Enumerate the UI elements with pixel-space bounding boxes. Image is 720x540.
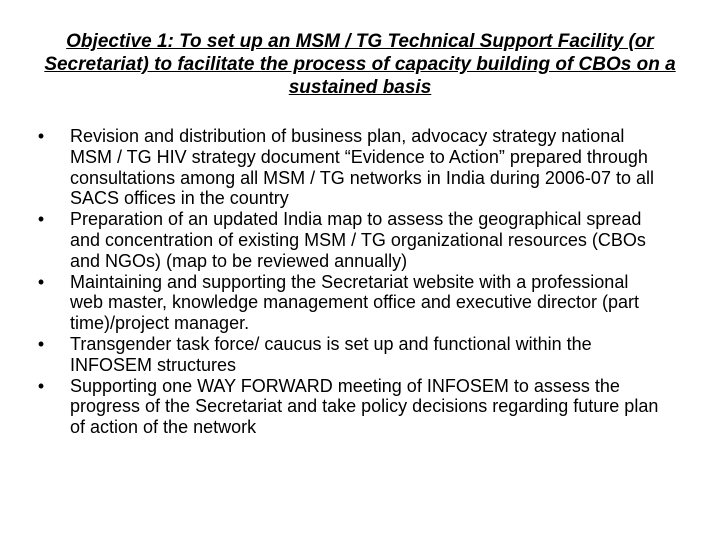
bullet-icon: • [37, 271, 45, 292]
slide-title: Objective 1: To set up an MSM / TG Technical Support Facility (or Secretariat) to facilitate the process of capacity building of CBOs on a sustained basis [44, 31, 676, 98]
bullet-text: Revision and distribution of business plan, advocacy strategy national MSM / TG HIV strategy document “Evidence to Action” prepared through consultations among all MSM / TG networks in India during 2006-07 to all SACS offices in the country [70, 126, 654, 209]
bullet-item [30, 126, 666, 209]
bullet-text: Maintaining and supporting the Secretariat website with a professional web master, knowledge management office and executive director (part time)/project manager. [70, 271, 639, 334]
bullet-text: Preparation of an updated India map to assess the geographical spread and concentration of existing MSM / TG organizational resources (CBOs and NGOs) (map to be reviewed annually) [70, 209, 646, 271]
bullet-icon: • [37, 126, 45, 146]
bullet-item [30, 376, 666, 438]
bullet-icon: • [37, 333, 45, 354]
bullet-text: Supporting one WAY FORWARD meeting of INFOSEM to assess the progress of the Secretariat and take policy decisions regarding future plan of action of the network [70, 375, 659, 438]
bullet-item [30, 209, 666, 271]
bullet-item [30, 334, 666, 376]
bullet-list [30, 126, 666, 438]
bullet-icon: • [37, 209, 45, 230]
bullet-item [30, 272, 666, 334]
bullet-text: Transgender task force/ caucus is set up and functional within the INFOSEM structures [70, 333, 592, 375]
bullet-icon: • [37, 375, 45, 396]
